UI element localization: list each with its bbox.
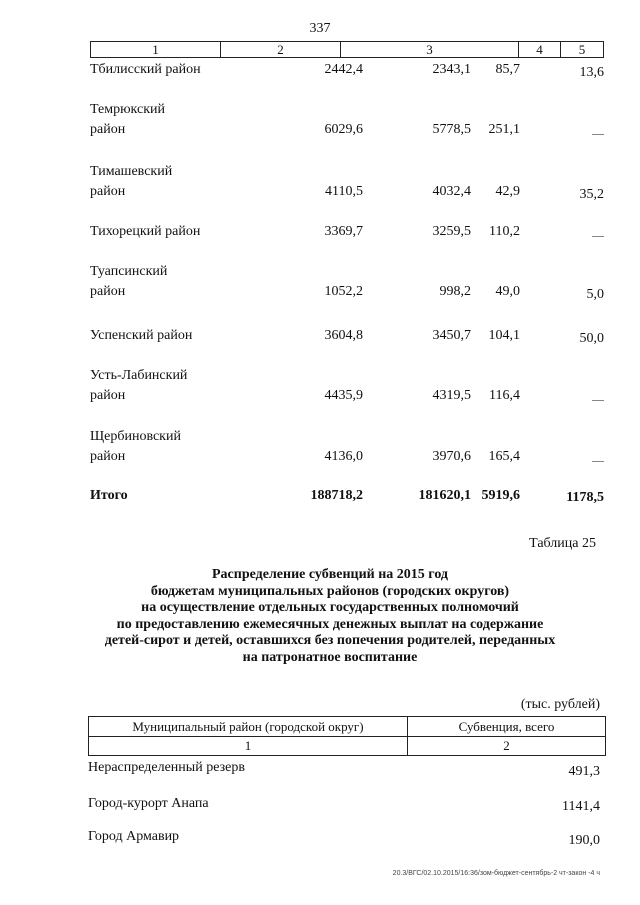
table2-row-name: Город-курорт Анапа: [88, 796, 209, 811]
cell-c4: 251,1: [488, 122, 520, 137]
units-label: (тыс. рублей): [520, 697, 600, 712]
title-line: на осуществление отдельных государственных полномочий: [141, 600, 519, 615]
cell-c5: —: [592, 453, 604, 467]
cell-c5: —: [592, 126, 604, 140]
cell-c5: 35,2: [579, 187, 604, 202]
cell-c3: 2343,1: [432, 62, 471, 77]
document-title: [60, 567, 600, 666]
row-name: район: [90, 122, 126, 137]
footer-code: 20.3/ВГС/02.10.2015/16:36/зом-бюджет-сентябрь-2 чт-закон -4 ч: [392, 870, 600, 877]
row-name: район: [90, 449, 126, 464]
row-name: Темрюкский: [90, 102, 166, 117]
cell-c5: 13,6: [579, 65, 604, 80]
table2-row-value: 1141,4: [562, 799, 600, 814]
cell-c5: 50,0: [579, 331, 604, 346]
cell-c3: 5778,5: [432, 122, 471, 137]
cell-c2: 4136,0: [324, 449, 363, 464]
cell-c5: 5,0: [586, 287, 604, 302]
row-name: Тимашевский: [90, 164, 173, 179]
table1-column-numbers: [90, 41, 604, 58]
cell-c3: 3259,5: [432, 224, 471, 239]
page-number: 337: [309, 21, 331, 36]
row-name: район: [90, 388, 126, 403]
col-number-1: 1: [91, 42, 221, 57]
cell-c4: 42,9: [495, 184, 520, 199]
table2-row-name: Город Армавир: [88, 829, 180, 844]
row-name: Туапсинский: [90, 264, 168, 279]
cell-c3: 3970,6: [432, 449, 471, 464]
total-label: Итого: [90, 488, 128, 503]
total-c5: 1178,5: [566, 490, 604, 505]
total-c2: 188718,2: [310, 488, 363, 503]
cell-c5: —: [592, 228, 604, 242]
cell-c5: —: [592, 392, 604, 406]
cell-c2: 6029,6: [324, 122, 363, 137]
header-subvention-total: Субвенция, всего: [458, 719, 555, 734]
col-number-1: 1: [244, 738, 252, 753]
cell-c3: 4032,4: [432, 184, 471, 199]
cell-c4: 104,1: [488, 328, 520, 343]
title-line: детей-сирот и детей, оставшихся без попечения родителей, переданных: [104, 633, 556, 648]
cell-c2: 4435,9: [324, 388, 363, 403]
title-line: бюджетам муниципальных районов (городских округов): [150, 583, 510, 599]
cell-c3: 3450,7: [432, 328, 471, 343]
col-number-2: 2: [221, 42, 341, 57]
cell-c3: 4319,5: [432, 388, 471, 403]
row-name: район: [90, 284, 126, 299]
total-c3: 181620,1: [418, 488, 471, 503]
total-c4: 5919,6: [481, 488, 520, 503]
cell-c2: 2442,4: [324, 62, 363, 77]
title-line: по предоставлению ежемесячных денежных выплат на содержание: [116, 616, 544, 632]
cell-c2: 3369,7: [324, 224, 363, 239]
table-caption: Таблица 25: [529, 536, 596, 551]
cell-c2: 4110,5: [325, 184, 363, 199]
table2-row-value: 190,0: [568, 833, 600, 848]
header-municipality: Муниципальный район (городской округ): [132, 719, 364, 734]
title-line: на патронатное воспитание: [242, 649, 418, 665]
col-number-5: 5: [578, 42, 586, 57]
row-name: район: [90, 184, 126, 199]
row-name: Усть-Лабинский: [90, 368, 188, 383]
cell-c3: 998,2: [439, 284, 471, 299]
cell-c4: 110,2: [489, 224, 520, 239]
col-number-2: 2: [503, 738, 510, 753]
table2-header: [88, 716, 606, 756]
col-number-3: 3: [341, 42, 519, 57]
title-line: Распределение субвенций на 2015 год: [212, 567, 448, 582]
col-number-4: 4: [519, 42, 561, 57]
row-name: Тихорецкий район: [90, 224, 201, 239]
cell-c2: 1052,2: [324, 284, 363, 299]
row-name: Успенский район: [90, 328, 193, 343]
cell-c4: 165,4: [488, 449, 520, 464]
cell-c4: 85,7: [495, 62, 520, 77]
cell-c4: 49,0: [495, 284, 520, 299]
cell-c4: 116,4: [489, 388, 520, 403]
table2-row-name: Нераспределенный резерв: [88, 760, 245, 775]
row-name: Щербиновский: [90, 429, 181, 444]
row-name: Тбилисский район: [90, 62, 201, 77]
table2-row-value: 491,3: [568, 764, 600, 779]
cell-c2: 3604,8: [324, 328, 363, 343]
